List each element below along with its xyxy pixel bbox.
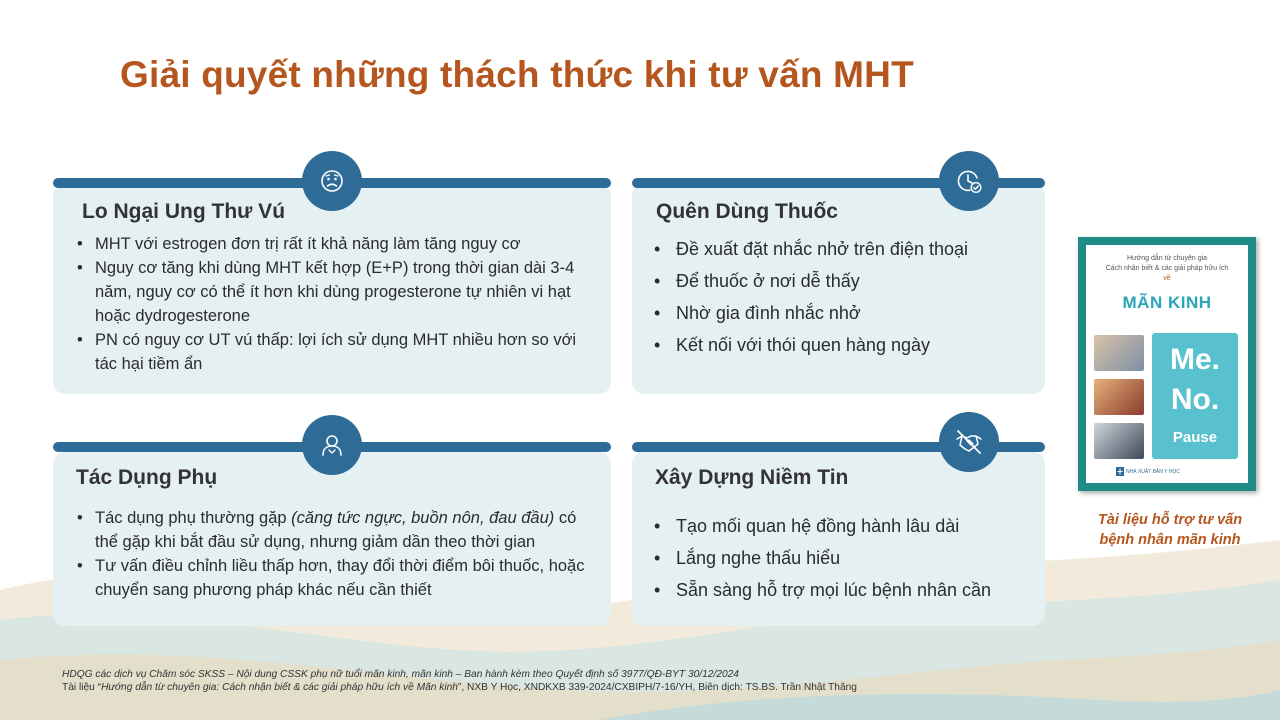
book-photo-woman — [1094, 423, 1144, 459]
list-item: • PN có nguy cơ UT vú thấp: lợi ích sử dụng MHT nhiều hơn so với tác hại tiềm ẩn — [75, 328, 595, 376]
book-subtitle-line: về — [1163, 275, 1171, 282]
footer-text: Tài liệu “ — [62, 682, 102, 693]
bullet-list — [75, 232, 595, 376]
card-title: Tác Dụng Phụ — [76, 466, 218, 489]
card-building-trust — [632, 452, 1045, 626]
card-forget-medication — [632, 184, 1045, 394]
footer-text-italic: Hướng dẫn từ chuyên gia: Cách nhận biết & các giải pháp hữu ích về Mãn kinh — [101, 682, 458, 693]
list-item — [75, 506, 595, 554]
list-item: • Lắng nghe thấu hiểu — [652, 542, 1032, 574]
bullet-list — [652, 233, 1032, 361]
book-photo-woman — [1094, 335, 1144, 371]
card-breast-cancer — [53, 184, 611, 394]
card-title: Lo Ngại Ung Thư Vú — [82, 200, 286, 223]
book-title-block — [1152, 333, 1238, 459]
person-icon-badge — [302, 415, 362, 475]
book-cover-inner — [1086, 245, 1248, 483]
page-title: Giải quyết những thách thức khi tư vấn MHT — [120, 54, 914, 95]
handshake-icon-badge — [939, 412, 999, 472]
card-title: Quên Dùng Thuốc — [656, 200, 838, 223]
book-caption: Tài liệu hỗ trợ tư vấn bệnh nhân mãn kinh — [1097, 512, 1243, 548]
footer-references — [62, 668, 857, 694]
card-side-effects — [53, 452, 611, 626]
list-item: • Sẵn sàng hỗ trợ mọi lúc bệnh nhân cần — [652, 574, 1032, 606]
book-cover — [1078, 237, 1256, 491]
list-item: • Tư vấn điều chỉnh liều thấp hơn, thay đổi thời điểm bôi thuốc, hoặc chuyển sang phương pháp khác nếu cần thiết — [75, 554, 595, 602]
card-title: Xây Dựng Niềm Tin — [655, 466, 849, 489]
bullet-list — [652, 510, 1032, 606]
footer-line — [62, 668, 857, 681]
list-item: • Tạo mối quan hệ đồng hành lâu dài — [652, 510, 1032, 542]
book-subtitle-line: Hướng dẫn từ chuyên gia — [1126, 255, 1208, 262]
list-item: • Đề xuất đặt nhắc nhở trên điện thoại — [652, 233, 1032, 265]
list-item: • Nguy cơ tăng khi dùng MHT kết hợp (E+P) trong thời gian dài 3-4 năm, nguy cơ có thể ít hơn khi dùng progesterone tự nhiên vi hạt hoặc dydrogesterone — [75, 256, 595, 328]
list-item: • Kết nối với thói quen hàng ngày — [652, 329, 1032, 361]
footer-line — [62, 681, 857, 694]
footer-text: ”, NXB Y Học, XNDKXB 339-2024/CXBIPH/7-16/YH, Biên dịch: TS.BS. Trần Nhật Thăng — [457, 682, 857, 693]
publisher-logo-icon — [1116, 467, 1124, 476]
footer-text-italic: HDQG các dịch vụ Chăm sóc SKSS – Nội dung CSSK phụ nữ tuổi mãn kinh, mãn kinh – Ban hành kèm theo Quyết định số 3977/QĐ-BYT 30/12/2024 — [62, 669, 739, 680]
book-pause-text: Pause — [1172, 429, 1218, 446]
list-item: • MHT với estrogen đơn trị rất ít khả năng làm tăng nguy cơ — [75, 232, 595, 256]
worried-face-icon-badge — [302, 151, 362, 211]
list-item: • Để thuốc ở nơi dễ thấy — [652, 265, 1032, 297]
handshake-icon — [954, 427, 984, 457]
item-text: Tác dụng phụ thường gặp — [95, 509, 292, 527]
book-photo-woman — [1094, 379, 1144, 415]
bullet-list — [75, 506, 595, 602]
item-text: có thể gặp khi bắt đầu sử dụng, nhưng giảm dần theo thời gian — [95, 509, 577, 551]
book-subtitle-line: Cách nhận biết & các giải pháp hữu ích — [1105, 265, 1229, 272]
item-text-italic: (căng tức ngực, buồn nôn, đau đầu) — [291, 509, 555, 527]
book-publisher: NHÀ XUẤT BẢN Y HỌC — [1126, 469, 1180, 475]
clock-check-icon — [955, 167, 983, 195]
book-no-text: No. — [1170, 383, 1220, 416]
book-me-text: Me. — [1169, 343, 1220, 376]
worried-face-icon — [318, 167, 346, 195]
clock-check-icon-badge — [939, 151, 999, 211]
person-icon — [318, 431, 346, 459]
list-item: • Nhờ gia đình nhắc nhở — [652, 297, 1032, 329]
book-title: MÃN KINH — [1122, 293, 1212, 312]
